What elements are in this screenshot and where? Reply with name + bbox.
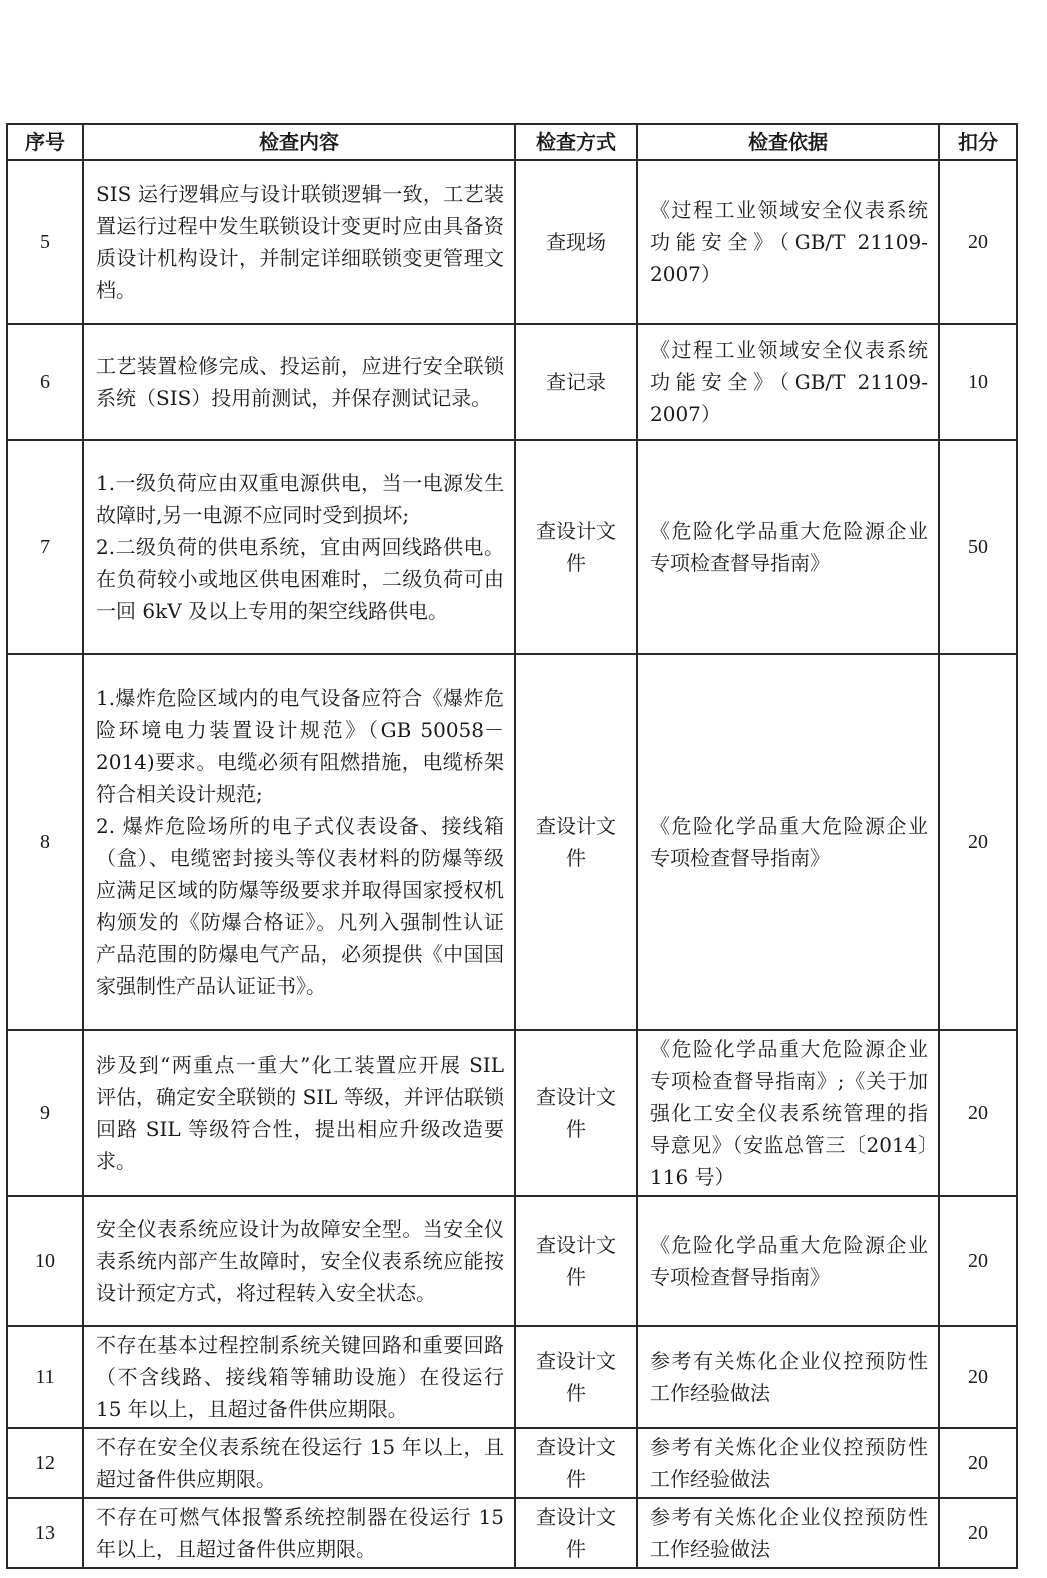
table-row — [7, 1428, 1017, 1498]
check-content: 安全仪表系统应设计为故障安全型。当安全仪表系统内部产生故障时，安全仪表系统应能按设计预定方式，将过程转入安全状态。 — [83, 1196, 515, 1326]
deduction-score: 20 — [939, 1196, 1017, 1326]
row-number: 8 — [7, 654, 83, 1030]
check-content: 不存在基本过程控制系统关键回路和重要回路（不含线路、接线箱等辅助设施）在役运行 15 年以上，且超过备件供应期限。 — [83, 1326, 515, 1428]
deduction-score: 50 — [939, 440, 1017, 654]
check-content: 1.一级负荷应由双重电源供电，当一电源发生故障时,另一电源不应同时受到损坏; 2.二级负荷的供电系统，宜由两回线路供电。在负荷较小或地区供电困难时，二级负荷可由一回 6kV 及以上专用的架空线路供电。 — [83, 440, 515, 654]
check-method: 查记录 — [515, 324, 637, 440]
deduction-score: 20 — [939, 1498, 1017, 1568]
table-row — [7, 1498, 1017, 1568]
check-content: SIS 运行逻辑应与设计联锁逻辑一致，工艺装置运行过程中发生联锁设计变更时应由具备资质设计机构设计，并制定详细联锁变更管理文档。 — [83, 160, 515, 324]
check-method: 查设计文 件 — [515, 654, 637, 1030]
check-content: 不存在安全仪表系统在役运行 15 年以上，且超过备件供应期限。 — [83, 1428, 515, 1498]
check-content: 不存在可燃气体报警系统控制器在役运行 15 年以上，且超过备件供应期限。 — [83, 1498, 515, 1568]
table-row — [7, 160, 1017, 324]
header-no: 序号 — [7, 124, 83, 160]
check-basis: 参考有关炼化企业仪控预防性工作经验做法 — [637, 1326, 939, 1428]
check-method: 查设计文 件 — [515, 1498, 637, 1568]
row-number: 10 — [7, 1196, 83, 1326]
row-number: 11 — [7, 1326, 83, 1428]
header-method: 检查方式 — [515, 124, 637, 160]
deduction-score: 20 — [939, 1030, 1017, 1196]
header-content: 检查内容 — [83, 124, 515, 160]
table-row — [7, 654, 1017, 1030]
header-score: 扣分 — [939, 124, 1017, 160]
deduction-score: 20 — [939, 160, 1017, 324]
check-basis: 参考有关炼化企业仪控预防性工作经验做法 — [637, 1498, 939, 1568]
check-content: 涉及到“两重点一重大”化工装置应开展 SIL 评估，确定安全联锁的 SIL 等级，并评估联锁回路 SIL 等级符合性，提出相应升级改造要求。 — [83, 1030, 515, 1196]
table-row — [7, 1326, 1017, 1428]
deduction-score: 20 — [939, 1326, 1017, 1428]
row-number: 13 — [7, 1498, 83, 1568]
table-row — [7, 1030, 1017, 1196]
check-basis: 参考有关炼化企业仪控预防性工作经验做法 — [637, 1428, 939, 1498]
deduction-score: 20 — [939, 1428, 1017, 1498]
row-number: 6 — [7, 324, 83, 440]
check-method: 查现场 — [515, 160, 637, 324]
check-method: 查设计文 件 — [515, 1428, 637, 1498]
check-basis: 《危险化学品重大危险源企业专项检查督导指南》 — [637, 440, 939, 654]
table-row — [7, 440, 1017, 654]
row-number: 9 — [7, 1030, 83, 1196]
deduction-score: 20 — [939, 654, 1017, 1030]
header-row — [7, 124, 1017, 160]
check-content: 1.爆炸危险区域内的电气设备应符合《爆炸危险环境电力装置设计规范》（GB 50058－2014)要求。电缆必须有阻燃措施，电缆桥架符合相关设计规范; 2. 爆炸危险场所的电子式仪表设备、接线箱（盒）、电缆密封接头等仪表材料的防爆等级应满足区域的防爆等级要求并取得国家授权机构颁发的《防爆合格证》。凡列入强制性认证产品范围的防爆电气产品，必须提供《中国国家强制性产品认证证书》。 — [83, 654, 515, 1030]
row-number: 7 — [7, 440, 83, 654]
table-row — [7, 324, 1017, 440]
check-basis: 《危险化学品重大危险源企业专项检查督导指南》 — [637, 654, 939, 1030]
check-method: 查设计文 件 — [515, 1030, 637, 1196]
check-basis: 《危险化学品重大危险源企业专项检查督导指南》 — [637, 1196, 939, 1326]
check-content: 工艺装置检修完成、投运前，应进行安全联锁系统（SIS）投用前测试，并保存测试记录。 — [83, 324, 515, 440]
check-method: 查设计文 件 — [515, 1196, 637, 1326]
row-number: 12 — [7, 1428, 83, 1498]
check-basis: 《过程工业领域安全仪表系统功能安全》（GB/T 21109-2007） — [637, 324, 939, 440]
table-row — [7, 1196, 1017, 1326]
deduction-score: 10 — [939, 324, 1017, 440]
header-basis: 检查依据 — [637, 124, 939, 160]
check-basis: 《危险化学品重大危险源企业专项检查督导指南》;《关于加强化工安全仪表系统管理的指导意见》（安监总管三〔2014〕116 号） — [637, 1030, 939, 1196]
row-number: 5 — [7, 160, 83, 324]
inspection-table — [6, 123, 1018, 1569]
check-basis: 《过程工业领域安全仪表系统功能安全》（GB/T 21109-2007） — [637, 160, 939, 324]
check-method: 查设计文 件 — [515, 440, 637, 654]
check-method: 查设计文 件 — [515, 1326, 637, 1428]
